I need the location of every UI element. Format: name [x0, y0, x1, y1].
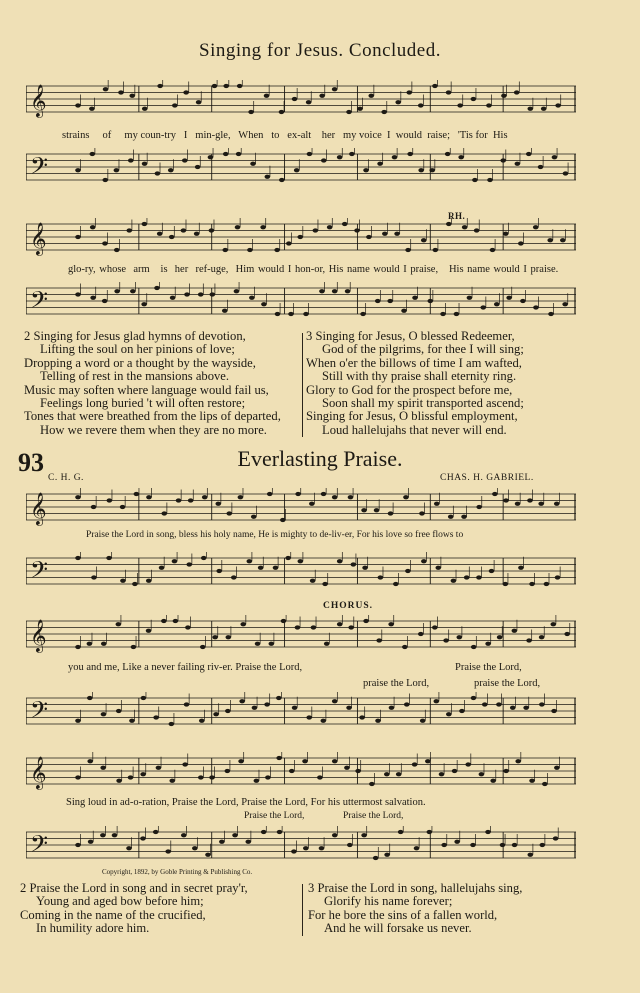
svg-text:𝄢: 𝄢 [30, 286, 49, 319]
composer-credit: CHAS. H. GABRIEL. [440, 473, 534, 483]
staff-lines [26, 148, 578, 198]
verse-3: 3 Singing for Jesus, O blessed Redeemer, God of the pilgrims, for thee I will sing; When o'er the billows of time I am wafted, Still with thy praise shall eternity ring. Glory to God for the prospect before me, Soon shall my spirit transported ascend; Singing for Jesus, O blissful employment, Loud hallelujahs that never will end. [306, 329, 524, 437]
svg-text:𝄢: 𝄢 [30, 696, 49, 729]
lyrics-line: praise the Lord, [474, 678, 541, 689]
column-divider [302, 884, 303, 936]
lyrics-line: Praise the Lord, [244, 811, 305, 821]
music-staff-treble [26, 615, 576, 655]
verse-3: 3 Praise the Lord in song, hallelujahs sing, Glorify his name forever; For he bore the sins of a fallen world, And he will forsake us never. [308, 881, 523, 936]
music-staff-treble [26, 488, 576, 528]
music-staff-treble [26, 218, 576, 258]
music-staff-bass [26, 148, 576, 188]
lyrics-line: praise the Lord, [363, 678, 430, 689]
verse-2: 2 Praise the Lord in song and in secret pray'r, Young and aged bow before him; Coming in the name of the crucified, In humility adore him. [20, 881, 248, 936]
lyrics-line: you and me, Like a never failing riv-er. Praise the Lord, [68, 662, 303, 673]
verse-2: 2 Singing for Jesus glad hymns of devotion, Lifting the soul on her pinions of love; Dropping a word or a thought by the wayside, Telling of rest in the mansions above. Music may soften where language would fail us, Feelings long buried 't will often restore; Tones that were breathed from the lips of departed, How we revere them when they are no more. [24, 329, 281, 437]
music-staff-bass [26, 692, 576, 732]
music-staff-bass [26, 282, 576, 322]
staff-lines [26, 218, 578, 268]
music-staff-treble [26, 80, 576, 120]
svg-text:𝄢: 𝄢 [30, 556, 49, 589]
staff-lines [26, 752, 578, 802]
hymn-title: Singing for Jesus. Concluded. [199, 40, 441, 61]
lyrics-line: Praise the Lord in song, bless his holy name, He is mighty to de-liv-er, For his love so free flows to [86, 530, 464, 540]
svg-text:𝄞: 𝄞 [30, 492, 47, 525]
lyrics-line: Praise the Lord, [455, 662, 522, 673]
copyright-notice: Copyright, 1892, by Goble Printing & Publishing Co. [102, 868, 253, 876]
staff-lines [26, 80, 578, 130]
staff-lines [26, 692, 578, 742]
lyrics-line: Praise the Lord, [343, 811, 404, 821]
lyricist-credit: C. H. G. [48, 473, 84, 483]
staff-lines [26, 552, 578, 602]
lyrics-line: strains of my coun-try I min-gle, When to ex-alt her my voice I would raise; 'Tis for His [62, 130, 508, 141]
rh-mark: RH. [448, 211, 466, 221]
svg-text:𝄢: 𝄢 [30, 830, 49, 863]
lyrics-line: Sing loud in ad-o-ration, Praise the Lord, Praise the Lord, For his uttermost salvation. [66, 797, 426, 808]
chorus-label: CHORUS. [323, 601, 374, 611]
svg-text:𝄞: 𝄞 [30, 756, 47, 789]
column-divider [302, 333, 303, 437]
svg-text:𝄞: 𝄞 [30, 619, 47, 652]
hymn-title: Everlasting Praise. [237, 446, 403, 471]
staff-lines [26, 282, 578, 332]
svg-text:𝄞: 𝄞 [30, 84, 47, 117]
lyrics-line: glo-ry, whose arm is her ref-uge, Him would I hon-or, His name would I praise, His name would I praise. [68, 264, 559, 275]
music-staff-treble [26, 752, 576, 792]
music-staff-bass [26, 552, 576, 592]
svg-text:𝄞: 𝄞 [30, 222, 47, 255]
svg-text:𝄢: 𝄢 [30, 152, 49, 185]
music-staff-bass [26, 826, 576, 866]
staff-lines [26, 615, 578, 665]
hymn-number: 93 [18, 448, 44, 477]
